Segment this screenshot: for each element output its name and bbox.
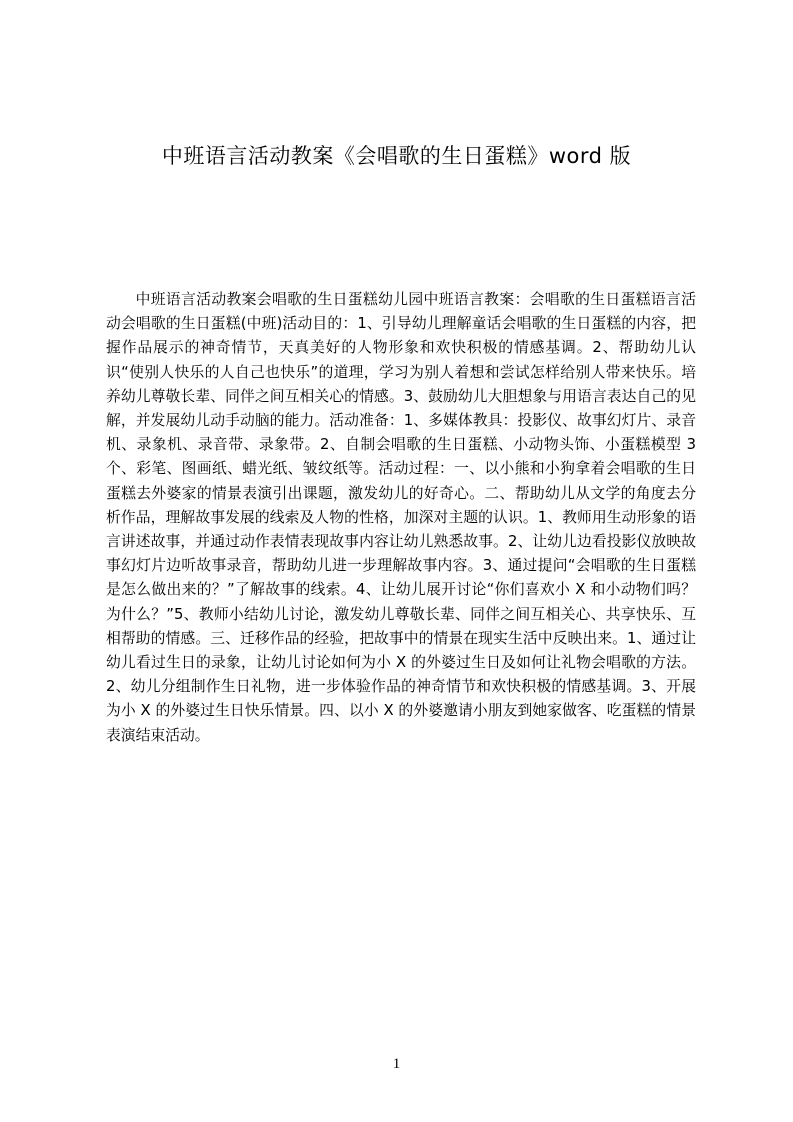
- page-number: 1: [392, 1056, 401, 1072]
- page-title: 中班语言活动教案《会唱歌的生日蛋糕》word 版: [161, 144, 632, 168]
- body-paragraph: 中班语言活动教案会唱歌的生日蛋糕幼儿园中班语言教案：会唱歌的生日蛋糕语言活动会唱歌的生日蛋糕(中班)活动目的：1、引导幼儿理解童话会唱歌的生日蛋糕的内容，把握作品展示的神奇情节，天真美好的人物形象和欢快积极的情感基调。2、帮助幼儿认识“使别人快乐的人自己也快乐”的道理，学习为别人着想和尝试怎样给别人带来快乐。培养幼儿尊敬长辈、同伴之间互相关心的情感。3、鼓励幼儿大胆想象与用语言表达自己的见解，并发展幼儿动手动脑的能力。活动准备：1、多媒体教具：投影仪、故事幻灯片、录音机、录象机、录音带、录象带。2、自制会唱歌的生日蛋糕、小动物头饰、小蛋糕模型 3 个、彩笔、图画纸、蜡光纸、皱纹纸等。活动过程：一、以小熊和小狗拿着会唱歌的生日蛋糕去外婆家的情景表演引出课题，激发幼儿的好奇心。二、帮助幼儿从文学的角度去分析作品，理解故事发展的线索及人物的性格，加深对主题的认识。1、教师用生动形象的语言讲述故事，并通过动作表情表现故事内容让幼儿熟悉故事。2、让幼儿边看投影仪放映故事幻灯片边听故事录音，帮助幼儿进一步理解故事内容。3、通过提问“会唱歌的生日蛋糕是怎么做出来的？”了解故事的线索。4、让幼儿展开讨论“你们喜欢小 X 和小动物们吗？为什么？”5、教师小结幼儿讨论，激发幼儿尊敬长辈、同伴之间互相关心、共享快乐、互相帮助的情感。三、迁移作品的经验，把故事中的情景在现实生活中反映出来。1、通过让幼儿看过生日的录象，让幼儿讨论如何为小 X 的外婆过生日及如何让礼物会唱歌的方法。2、幼儿分组制作生日礼物，进一步体验作品的神奇情节和欢快积极的情感基调。3、开展为小 X 的外婆过生日快乐情景。四、以小 X 的外婆邀请小朋友到她家做客、吃蛋糕的情景表演结束活动。: [106, 291, 696, 744]
